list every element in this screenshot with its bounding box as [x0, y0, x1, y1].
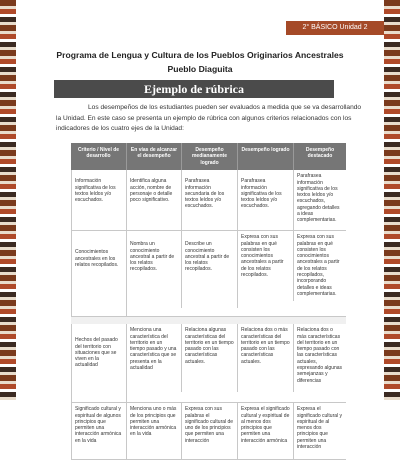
page-subtitle: Pueblo Diaguita: [167, 64, 233, 74]
level-cell: Parafrasea información significativa de los textos leídos y/o escuchados, agregando detalles a ideas complementarias.: [297, 173, 340, 224]
level-cell: Expresa el significado cultural y espiritual de al menos dos principios que permiten una interacción armónica: [238, 403, 294, 459]
criterion-cell: Significado cultural y espiritual de algunos principios que permiten una interacción armónica en la vida: [71, 403, 127, 459]
level-cell: Parafrasea información significativa de los textos leídos y/o escuchados.: [238, 170, 294, 230]
level-cell: Relaciona dos o más características del territorio en un tiempo pasado con las características actuales.: [238, 324, 294, 392]
row-separator: [71, 317, 346, 324]
table-row: [71, 170, 346, 231]
table-row: [71, 403, 346, 460]
intro-line-3: indicadores de los cuatro ejes de la Unidad:: [56, 125, 184, 132]
level-cell: Identifica alguna acción, nombre de personaje o detalle poco significativo.: [127, 170, 182, 230]
header-level-4: Desempeño destacado: [305, 147, 335, 160]
level-cell: Relaciona dos o más características del territorio en un tiempo pasado con las características actuales, expresando algunas semejanzas y diferencias: [297, 327, 343, 384]
table-row: [71, 231, 346, 317]
intro-line-2: la Unidad. En este caso se presenta un ejemplo de rúbrica con algunos criterios relacionados con los: [56, 114, 352, 122]
level-cell: Menciona una característica del territorio en un tiempo pasado y una característica que se presenta en la actualidad: [127, 324, 182, 392]
rubric-table: [71, 143, 346, 460]
level-cell: Expresa con sus palabras en qué consisten los conocimientos ancestrales a partir de los relatos recopilados.: [238, 231, 294, 301]
decorative-border-left: [0, 0, 16, 400]
header-level-3: Desempeño logrado: [238, 143, 294, 170]
level-cell: Parafrasea información secundaria de los textos leídos y/o escuchados.: [182, 170, 238, 230]
decorative-border-right: [384, 0, 400, 400]
level-cell: Expresa el significado cultural y espiritual de al menos dos principios que permiten una interacción: [297, 406, 343, 450]
grade-unit-badge: 2° BÁSICO Unidad 2: [286, 21, 384, 35]
criterion-cell: Conocimientos ancestrales en los relatos recopilados.: [71, 231, 127, 316]
criterion-cell: Información significativa de los textos leídos y/o escuchados.: [71, 170, 127, 230]
level-cell: Expresa con sus palabras el significado cultural de uno de los principios que permiten una interacción: [182, 403, 238, 459]
header-level-2: Desempeño medianamente logrado: [182, 143, 238, 170]
level-cell: Describe un conocimiento ancestral a partir de los relatos recopilados.: [182, 231, 238, 308]
header-criterion: Criterio / Nivel de desarrollo: [71, 143, 127, 170]
level-cell: Menciona uno o más de los principios que permiten una interacción armónica en la vida: [127, 403, 182, 459]
section-title: Ejemplo de rúbrica: [144, 82, 244, 96]
criterion-cell: Hechos del pasado del territorio con situaciones que se viven en la actualidad: [71, 324, 127, 402]
level-cell: Nombra un conocimiento ancestral a partir de los relatos recopilados.: [127, 231, 182, 308]
rubric-header-row: [71, 143, 346, 170]
intro-line-1: Los desempeños de los estudiantes pueden ser evaluados a medida que se va desarrollando: [88, 104, 362, 111]
level-cell: Relaciona algunas características del territorio en un tiempo pasado con las características actuales.: [182, 324, 238, 392]
level-cell: Expresa con sus palabras en qué consisten los conocimientos ancestrales a partir de los relatos recopilados, incorporando detalles e ideas complementarias.: [297, 234, 340, 297]
table-row: [71, 324, 346, 403]
section-header: [54, 80, 334, 98]
page-title: Programa de Lengua y Cultura de los Pueblos Originarios Ancestrales: [56, 50, 344, 60]
header-level-1: En vías de alcanzar el desempeño: [127, 143, 182, 170]
